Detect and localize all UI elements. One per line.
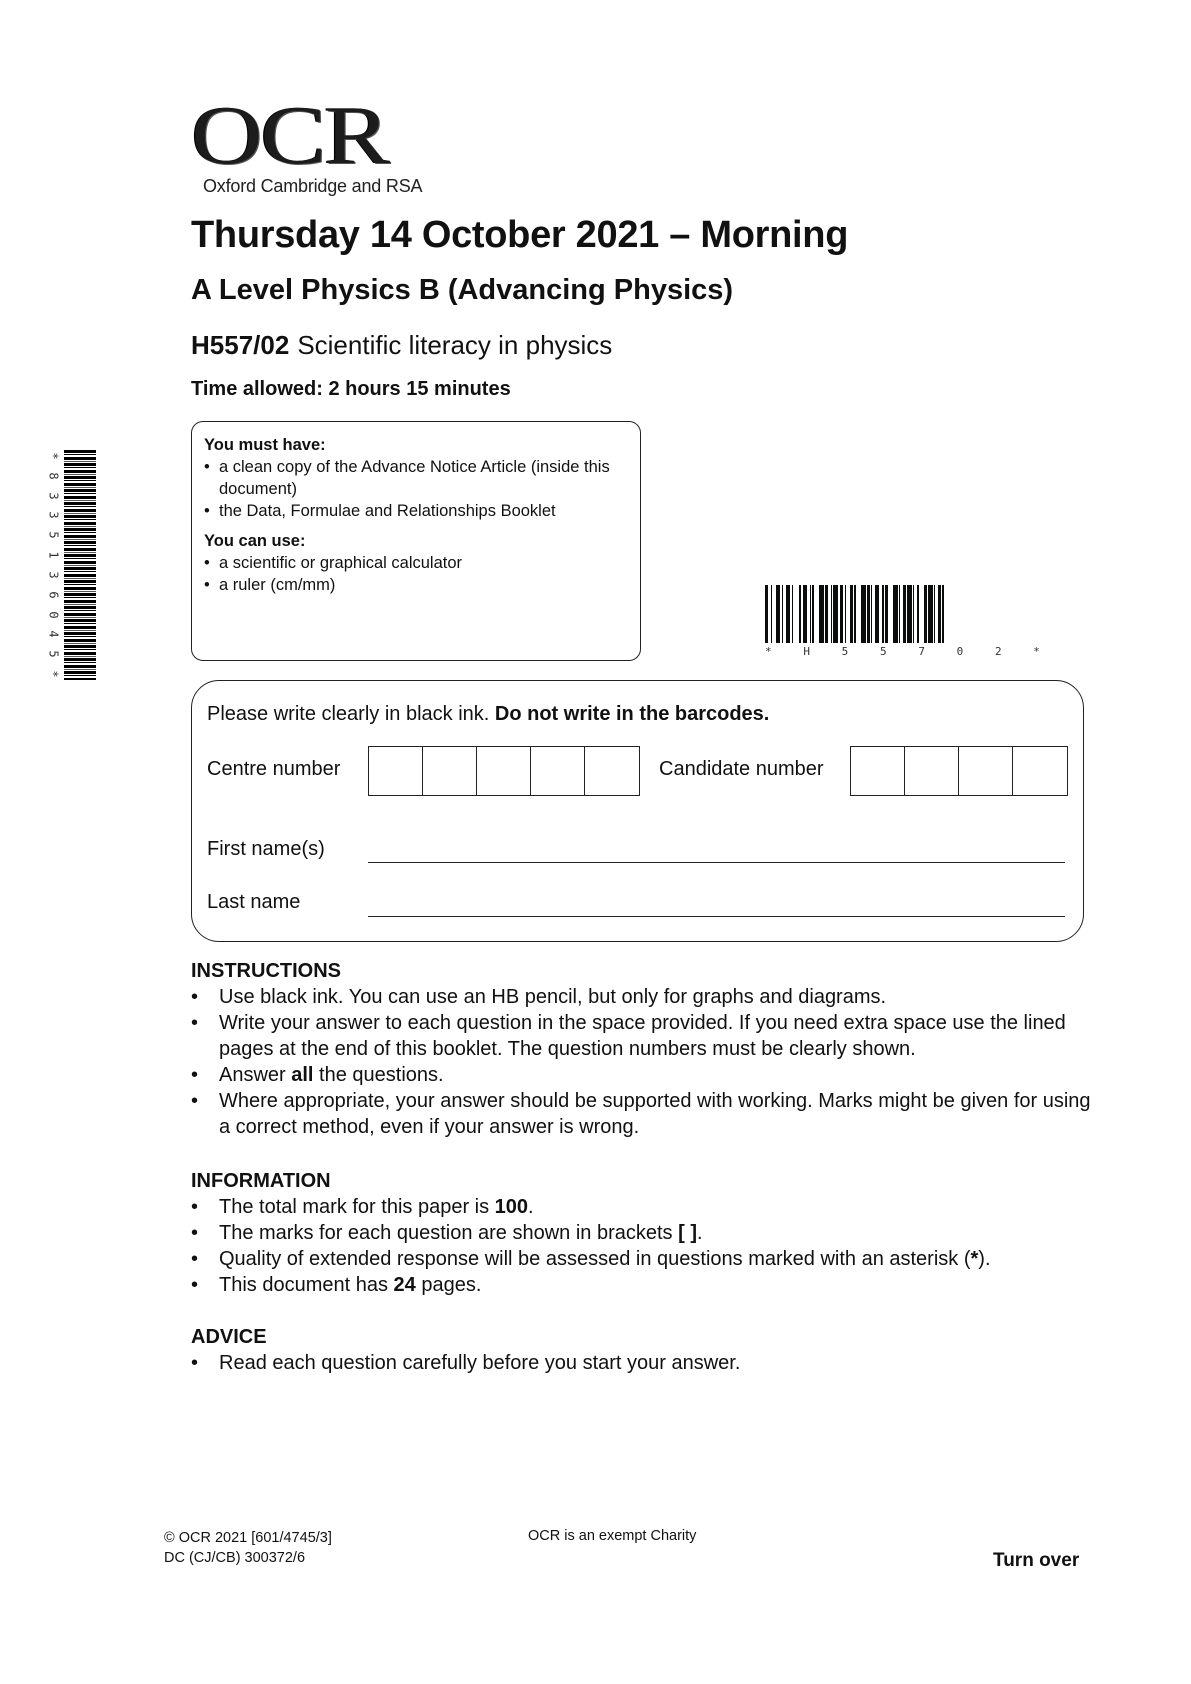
footer-left: [164, 1528, 332, 1568]
vertical-barcode: [48, 450, 98, 680]
information-item: • This document has 24 pages.: [191, 1272, 1091, 1298]
paper-title: Scientific literacy in physics: [297, 330, 613, 360]
must-have-item: • a clean copy of the Advance Notice Article (inside this document): [204, 456, 628, 500]
information-list: [191, 1194, 1091, 1298]
instruction-item: • Where appropriate, your answer should be supported with working. Marks might be given for using a correct method, even if your answer is wrong.: [191, 1088, 1091, 1140]
vertical-barcode-digits: [48, 450, 60, 680]
advice-heading: ADVICE: [191, 1326, 267, 1348]
barcode-digit: 8: [46, 472, 61, 480]
centre-number-digit-1[interactable]: [369, 747, 423, 795]
barcode-digit: 5: [879, 645, 887, 658]
paper-barcode: [765, 585, 1040, 660]
barcode-digit: 0: [46, 610, 61, 619]
barcode-digit: 5: [46, 531, 61, 539]
barcode-digit: 4: [46, 630, 61, 638]
barcode-digit: *: [1033, 645, 1040, 658]
barcode-bars: [64, 450, 96, 680]
notice-plain-text: Please write clearly in black ink.: [207, 703, 495, 725]
barcode-digit: 1: [46, 551, 61, 559]
notice-bold-text: Do not write in the barcodes.: [494, 703, 770, 725]
barcode-digit: 5: [46, 650, 61, 658]
barcode-digit: 0: [956, 645, 964, 658]
barcode-digit: *: [46, 670, 61, 678]
ocr-logo: [191, 89, 423, 197]
information-section: [191, 1168, 1091, 1298]
barcode-digit: 5: [841, 645, 849, 658]
advice-section: [191, 1324, 1091, 1376]
first-name-label: First name(s): [207, 838, 325, 860]
exam-date-session: Thursday 14 October 2021 – Morning: [191, 214, 849, 256]
information-heading: INFORMATION: [191, 1170, 331, 1192]
instructions-list: [191, 984, 1091, 1140]
advice-list: [191, 1350, 1091, 1376]
qualification-title: A Level Physics B (Advancing Physics): [191, 274, 734, 306]
turn-over-label: Turn over: [993, 1550, 1080, 1571]
centre-number-digit-3[interactable]: [477, 747, 531, 795]
candidate-number-digit-3[interactable]: [959, 747, 1013, 795]
barcode-digit: 7: [918, 645, 925, 658]
candidate-number-label: Candidate number: [659, 758, 824, 780]
candidate-number-field[interactable]: [850, 746, 1068, 796]
requirements-box: [191, 421, 641, 661]
charity-notice: OCR is an exempt Charity: [528, 1528, 697, 1544]
instruction-item: • Use black ink. You can use an HB pencil, but only for graphs and diagrams.: [191, 984, 1091, 1010]
paper-code: H557/02: [191, 330, 290, 360]
can-use-item: • a ruler (cm/mm): [204, 574, 628, 596]
barcode-digit: *: [46, 452, 61, 460]
instruction-item: • Write your answer to each question in the space provided. If you need extra space use the lined pages at the end of this booklet. The question numbers must be clearly shown.: [191, 1010, 1091, 1062]
must-have-list: [204, 456, 628, 522]
instructions-section: [191, 958, 1091, 1140]
first-name-field[interactable]: [368, 862, 1065, 863]
barcode-digit: 3: [46, 571, 61, 579]
must-have-heading: You must have:: [204, 436, 326, 454]
advice-item: • Read each question carefully before you start your answer.: [191, 1350, 1091, 1376]
instruction-item: • Answer all the questions.: [191, 1062, 1091, 1088]
information-item: • Quality of extended response will be assessed in questions marked with an asterisk (*).: [191, 1246, 1091, 1272]
ocr-logo-tagline: Oxford Cambridge and RSA: [203, 176, 423, 196]
barcode-digit: 3: [46, 511, 61, 520]
barcode-digit: H: [803, 645, 810, 658]
barcode-bars: [765, 585, 1040, 643]
can-use-list: [204, 552, 628, 596]
can-use-item: • a scientific or graphical calculator: [204, 552, 628, 574]
candidate-number-digit-2[interactable]: [905, 747, 959, 795]
centre-number-label: Centre number: [207, 758, 341, 780]
information-item: • The marks for each question are shown in brackets [ ].: [191, 1220, 1091, 1246]
paper-barcode-digits: [765, 645, 1040, 658]
barcode-digit: 6: [46, 591, 61, 599]
centre-number-field[interactable]: [368, 746, 640, 796]
information-item: • The total mark for this paper is 100.: [191, 1194, 1091, 1220]
barcode-digit: *: [765, 645, 772, 658]
copyright-text: © OCR 2021 [601/4745/3]: [164, 1530, 332, 1546]
barcode-digit: 3: [46, 492, 61, 500]
candidate-number-digit-1[interactable]: [851, 747, 905, 795]
centre-number-digit-2[interactable]: [423, 747, 477, 795]
last-name-label: Last name: [207, 891, 301, 913]
time-allowed: Time allowed: 2 hours 15 minutes: [191, 378, 511, 400]
last-name-field[interactable]: [368, 916, 1065, 917]
centre-number-digit-4[interactable]: [531, 747, 585, 795]
can-use-heading: You can use:: [204, 532, 306, 550]
instructions-heading: INSTRUCTIONS: [191, 960, 341, 982]
centre-number-digit-5[interactable]: [585, 747, 639, 795]
barcode-digit: 2: [994, 645, 1002, 658]
write-clearly-notice: [207, 703, 769, 726]
must-have-item: • the Data, Formulae and Relationships Booklet: [204, 500, 628, 522]
candidate-number-digit-4[interactable]: [1013, 747, 1067, 795]
paper-heading: [191, 330, 612, 361]
ocr-logo-mark: OCR: [191, 89, 388, 182]
document-code: DC (CJ/CB) 300372/6: [164, 1550, 306, 1566]
